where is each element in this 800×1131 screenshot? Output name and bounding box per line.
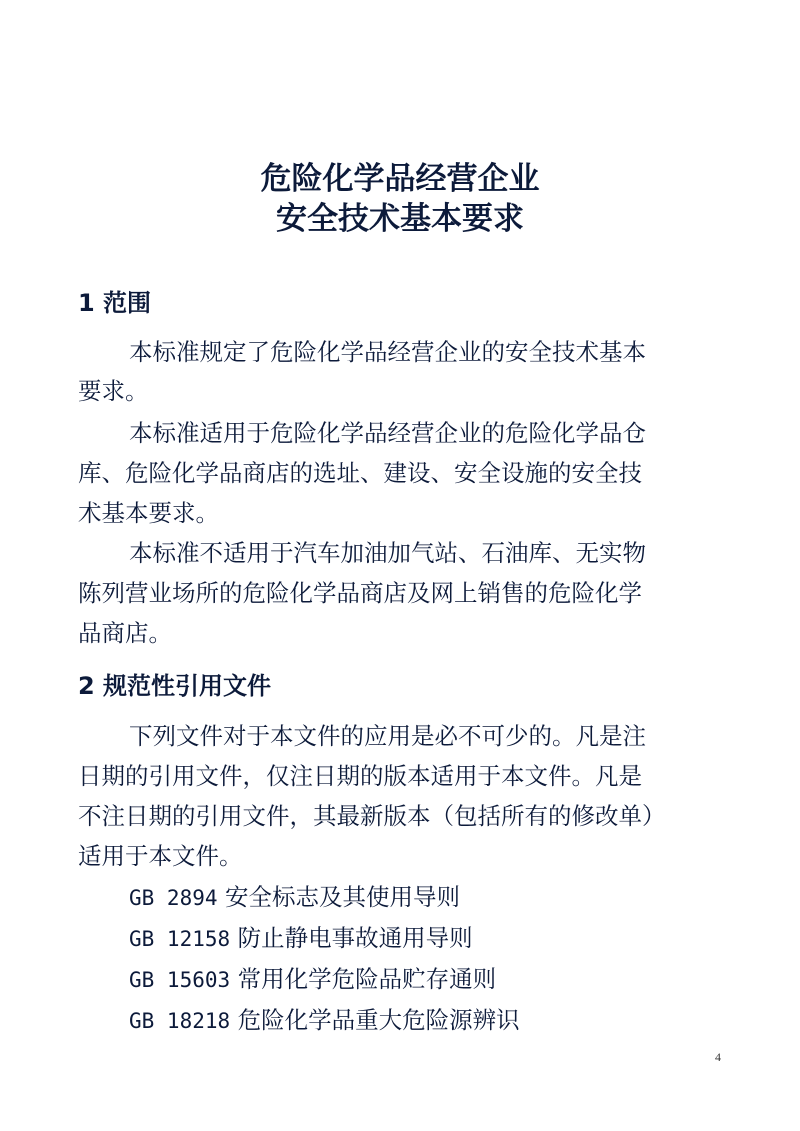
reference-name: 安全标志及其使用导则: [225, 883, 460, 911]
paragraph-line: 适用于本文件。: [78, 842, 243, 870]
paragraph-line: 要求。: [78, 377, 149, 405]
reference-name: 常用化学危险品贮存通则: [237, 965, 497, 993]
page-number: 4: [715, 1050, 721, 1064]
paragraph-line: 库、危险化学品商店的选址、建设、安全设施的安全技: [78, 459, 642, 487]
reference-item: [129, 964, 496, 995]
paragraph-line: 本标准不适用于汽车加油加气站、石油库、无实物: [129, 539, 646, 567]
paragraph-line: 不注日期的引用文件，其最新版本（包括所有的修改单）: [78, 802, 666, 830]
paragraph-line: 陈列营业场所的危险化学品商店及网上销售的危险化学: [78, 579, 642, 607]
reference-code: GB 18218: [129, 1009, 231, 1033]
reference-code: GB 12158: [129, 927, 231, 951]
reference-name: 防止静电事故通用导则: [237, 924, 473, 952]
reference-item: [129, 882, 460, 913]
document-title-line-2: 安全技术基本要求: [276, 201, 524, 237]
reference-item: [129, 1005, 520, 1036]
paragraph-line: 日期的引用文件，仅注日期的版本适用于本文件。凡是: [78, 762, 642, 790]
section-heading-scope: 1 范围: [78, 289, 152, 317]
paragraph-line: 本标准规定了危险化学品经营企业的安全技术基本: [129, 338, 646, 366]
paragraph-line: 品商店。: [78, 619, 172, 647]
reference-item: [129, 923, 473, 954]
reference-code: GB 2894: [129, 886, 218, 910]
reference-code: GB 15603: [129, 968, 231, 992]
paragraph-line: 下列文件对于本文件的应用是必不可少的。凡是注: [129, 722, 646, 750]
reference-name: 危险化学品重大危险源辨识: [237, 1006, 520, 1034]
document-title-line-1: 危险化学品经营企业: [260, 161, 540, 197]
paragraph-line: 本标准适用于危险化学品经营企业的危险化学品仓: [129, 419, 646, 447]
section-heading-normative-references: 2 规范性引用文件: [78, 672, 272, 700]
paragraph-line: 术基本要求。: [78, 499, 219, 527]
